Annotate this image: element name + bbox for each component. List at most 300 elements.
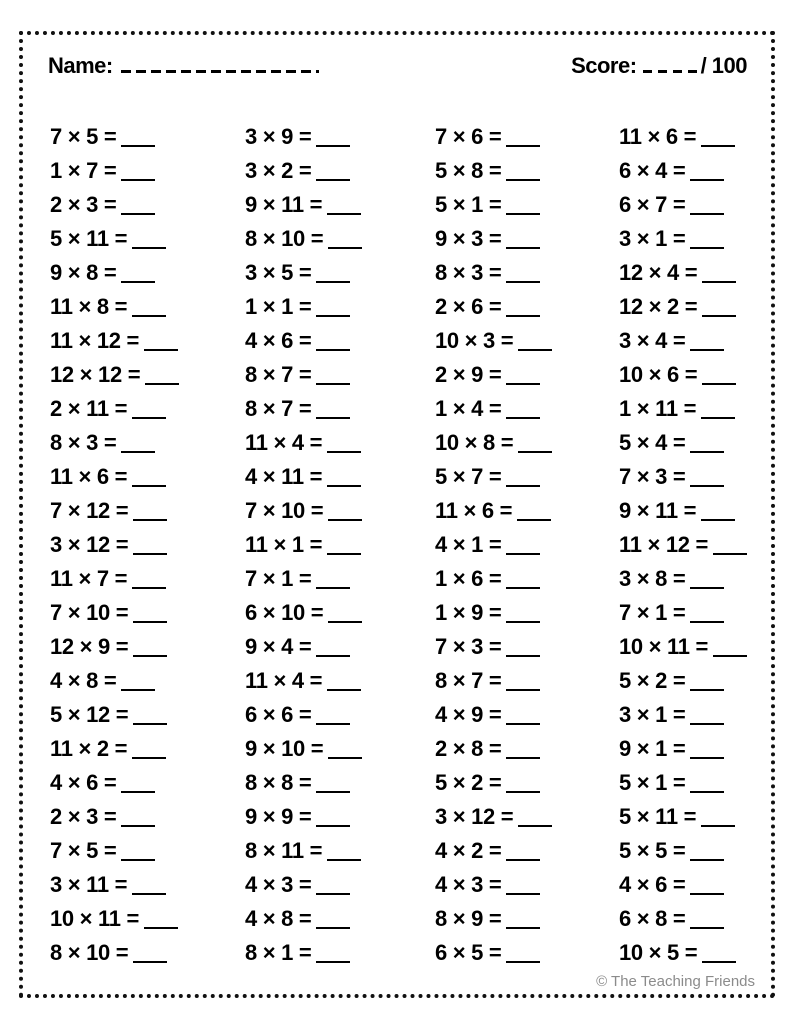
answer-blank[interactable] (327, 553, 361, 555)
problem-text: 11 × 6 = (50, 464, 128, 489)
answer-blank[interactable] (328, 247, 362, 249)
problem-item (435, 936, 625, 970)
problem-text: 6 × 7 = (619, 192, 686, 217)
answer-blank[interactable] (702, 961, 736, 963)
problem-item (435, 392, 625, 426)
problem-item (50, 902, 240, 936)
problem-item (245, 120, 435, 154)
problem-item (619, 732, 794, 766)
problem-text: 11 × 6 = (435, 498, 513, 523)
problem-item (50, 494, 240, 528)
problem-item (435, 324, 625, 358)
answer-blank[interactable] (316, 281, 350, 283)
problem-text: 12 × 4 = (619, 260, 698, 285)
answer-blank[interactable] (690, 757, 724, 759)
problem-text: 5 × 11 = (50, 226, 128, 251)
problem-item (245, 528, 435, 562)
answer-blank[interactable] (506, 689, 540, 691)
problem-column-2 (245, 120, 435, 970)
problem-text: 8 × 7 = (245, 362, 312, 387)
problem-text: 5 × 11 = (619, 804, 697, 829)
answer-blank[interactable] (518, 825, 552, 827)
answer-blank[interactable] (121, 859, 155, 861)
score-field (571, 53, 747, 79)
problem-item (435, 596, 625, 630)
problem-text: 3 × 12 = (50, 532, 129, 557)
answer-blank[interactable] (506, 859, 540, 861)
answer-blank[interactable] (690, 621, 724, 623)
problem-item (245, 766, 435, 800)
problem-text: 3 × 5 = (245, 260, 312, 285)
problem-item (245, 494, 435, 528)
problem-text: 5 × 12 = (50, 702, 129, 727)
problem-item (50, 358, 240, 392)
problem-text: 4 × 3 = (245, 872, 312, 897)
problem-text: 7 × 12 = (50, 498, 129, 523)
problem-item (50, 460, 240, 494)
problem-item (50, 120, 240, 154)
problem-item (619, 188, 794, 222)
problem-item (619, 392, 794, 426)
answer-blank[interactable] (121, 179, 155, 181)
problem-text: 11 × 4 = (245, 430, 323, 455)
answer-blank[interactable] (506, 315, 540, 317)
answer-blank[interactable] (316, 417, 350, 419)
problem-item (245, 698, 435, 732)
problem-text: 3 × 1 = (619, 702, 686, 727)
answer-blank[interactable] (506, 485, 540, 487)
problem-text: 8 × 1 = (245, 940, 312, 965)
answer-blank[interactable] (121, 145, 155, 147)
problem-item (619, 256, 794, 290)
problem-text: 6 × 8 = (619, 906, 686, 931)
problem-item (50, 936, 240, 970)
problem-text: 10 × 5 = (619, 940, 698, 965)
problem-text: 5 × 5 = (619, 838, 686, 863)
problem-item (245, 902, 435, 936)
problem-text: 5 × 1 = (619, 770, 686, 795)
problem-item (245, 664, 435, 698)
problem-text: 8 × 3 = (435, 260, 502, 285)
answer-blank[interactable] (690, 689, 724, 691)
answer-blank[interactable] (328, 621, 362, 623)
answer-blank[interactable] (506, 213, 540, 215)
answer-blank[interactable] (316, 791, 350, 793)
answer-blank[interactable] (328, 757, 362, 759)
answer-blank[interactable] (121, 213, 155, 215)
answer-blank[interactable] (121, 689, 155, 691)
problem-item (50, 596, 240, 630)
problem-text: 11 × 1 = (245, 532, 323, 557)
problem-text: 1 × 9 = (435, 600, 502, 625)
problem-item (50, 222, 240, 256)
answer-blank[interactable] (316, 655, 350, 657)
problem-text: 5 × 2 = (619, 668, 686, 693)
problem-item (435, 188, 625, 222)
problem-item (619, 120, 794, 154)
answer-blank[interactable] (132, 417, 166, 419)
problem-text: 3 × 12 = (435, 804, 514, 829)
problem-text: 9 × 11 = (619, 498, 697, 523)
problem-text: 7 × 3 = (435, 634, 502, 659)
problem-item (619, 766, 794, 800)
answer-blank[interactable] (506, 247, 540, 249)
problem-text: 8 × 8 = (245, 770, 312, 795)
answer-blank[interactable] (133, 621, 167, 623)
answer-blank[interactable] (133, 723, 167, 725)
problem-text: 8 × 11 = (245, 838, 323, 863)
problem-text: 7 × 5 = (50, 124, 117, 149)
problem-item (435, 358, 625, 392)
problem-grid (50, 120, 770, 980)
problem-item (619, 834, 794, 868)
problem-text: 10 × 8 = (435, 430, 514, 455)
answer-blank[interactable] (133, 655, 167, 657)
answer-blank[interactable] (506, 145, 540, 147)
problem-item (435, 460, 625, 494)
problem-text: 5 × 1 = (435, 192, 502, 217)
answer-blank[interactable] (316, 723, 350, 725)
problem-text: 3 × 2 = (245, 158, 312, 183)
problem-text: 3 × 4 = (619, 328, 686, 353)
problem-text: 4 × 11 = (245, 464, 323, 489)
answer-blank[interactable] (132, 757, 166, 759)
answer-blank[interactable] (121, 825, 155, 827)
problem-item (435, 154, 625, 188)
name-label: Name: (48, 53, 113, 78)
answer-blank[interactable] (517, 519, 551, 521)
problem-item (619, 868, 794, 902)
problem-item (50, 868, 240, 902)
problem-text: 2 × 3 = (50, 192, 117, 217)
problem-item (50, 256, 240, 290)
problem-column-4 (619, 120, 794, 970)
answer-blank[interactable] (316, 179, 350, 181)
answer-blank[interactable] (506, 757, 540, 759)
answer-blank[interactable] (690, 179, 724, 181)
answer-blank[interactable] (327, 451, 361, 453)
problem-text: 1 × 11 = (619, 396, 697, 421)
answer-blank[interactable] (702, 383, 736, 385)
answer-blank[interactable] (316, 961, 350, 963)
problem-text: 7 × 1 = (245, 566, 312, 591)
problem-item (619, 222, 794, 256)
problem-text: 11 × 4 = (245, 668, 323, 693)
worksheet-border (19, 31, 775, 998)
answer-blank[interactable] (121, 451, 155, 453)
problem-text: 11 × 6 = (619, 124, 697, 149)
answer-blank[interactable] (702, 281, 736, 283)
answer-blank[interactable] (690, 893, 724, 895)
problem-item (435, 256, 625, 290)
answer-blank[interactable] (506, 587, 540, 589)
answer-blank[interactable] (316, 383, 350, 385)
answer-blank[interactable] (506, 893, 540, 895)
problem-item (245, 426, 435, 460)
answer-blank[interactable] (316, 587, 350, 589)
answer-blank[interactable] (316, 893, 350, 895)
problem-item (50, 834, 240, 868)
problem-item (50, 392, 240, 426)
answer-blank[interactable] (121, 281, 155, 283)
problem-item (619, 596, 794, 630)
answer-blank[interactable] (144, 349, 178, 351)
answer-blank[interactable] (506, 621, 540, 623)
answer-blank[interactable] (316, 315, 350, 317)
answer-blank[interactable] (690, 587, 724, 589)
problem-text: 4 × 8 = (50, 668, 117, 693)
problem-text: 11 × 12 = (619, 532, 709, 557)
problem-text: 1 × 6 = (435, 566, 502, 591)
problem-text: 11 × 7 = (50, 566, 128, 591)
answer-blank[interactable] (701, 519, 735, 521)
problem-item (435, 562, 625, 596)
problem-text: 8 × 3 = (50, 430, 117, 455)
answer-blank[interactable] (316, 145, 350, 147)
problem-text: 10 × 11 = (50, 906, 140, 931)
problem-text: 9 × 4 = (245, 634, 312, 659)
problem-text: 1 × 7 = (50, 158, 117, 183)
answer-blank[interactable] (327, 485, 361, 487)
problem-text: 9 × 1 = (619, 736, 686, 761)
answer-blank[interactable] (506, 961, 540, 963)
answer-blank[interactable] (690, 247, 724, 249)
problem-text: 3 × 9 = (245, 124, 312, 149)
problem-text: 7 × 10 = (245, 498, 324, 523)
problem-item (435, 868, 625, 902)
problem-text: 7 × 3 = (619, 464, 686, 489)
problem-text: 4 × 6 = (50, 770, 117, 795)
problem-item (245, 596, 435, 630)
problem-text: 4 × 6 = (619, 872, 686, 897)
problem-item (50, 528, 240, 562)
answer-blank[interactable] (132, 587, 166, 589)
answer-blank[interactable] (133, 961, 167, 963)
problem-item (435, 698, 625, 732)
score-total: / 100 (700, 53, 747, 78)
problem-text: 6 × 6 = (245, 702, 312, 727)
problem-item (50, 324, 240, 358)
problem-item (619, 358, 794, 392)
problem-item (435, 290, 625, 324)
problem-item (619, 528, 794, 562)
answer-blank[interactable] (506, 281, 540, 283)
problem-text: 7 × 1 = (619, 600, 686, 625)
problem-item (619, 630, 794, 664)
problem-text: 5 × 7 = (435, 464, 502, 489)
problem-text: 7 × 5 = (50, 838, 117, 863)
problem-item (245, 290, 435, 324)
answer-blank[interactable] (701, 145, 735, 147)
problem-item (435, 834, 625, 868)
problem-item (50, 698, 240, 732)
worksheet-header (48, 53, 747, 87)
problem-text: 10 × 3 = (435, 328, 514, 353)
problem-item (619, 800, 794, 834)
problem-text: 5 × 2 = (435, 770, 502, 795)
answer-blank[interactable] (702, 315, 736, 317)
problem-item (435, 528, 625, 562)
answer-blank[interactable] (690, 927, 724, 929)
answer-blank[interactable] (132, 893, 166, 895)
problem-item (435, 732, 625, 766)
problem-text: 1 × 4 = (435, 396, 502, 421)
problem-item (619, 698, 794, 732)
answer-blank[interactable] (506, 179, 540, 181)
problem-item (245, 936, 435, 970)
problem-item (245, 256, 435, 290)
answer-blank[interactable] (506, 791, 540, 793)
problem-text: 2 × 8 = (435, 736, 502, 761)
answer-blank[interactable] (506, 927, 540, 929)
answer-blank[interactable] (327, 859, 361, 861)
answer-blank[interactable] (701, 825, 735, 827)
answer-blank[interactable] (713, 655, 747, 657)
problem-item (435, 766, 625, 800)
problem-text: 2 × 6 = (435, 294, 502, 319)
answer-blank[interactable] (506, 553, 540, 555)
problem-text: 8 × 10 = (50, 940, 129, 965)
answer-blank[interactable] (690, 791, 724, 793)
answer-blank[interactable] (518, 451, 552, 453)
problem-text: 2 × 9 = (435, 362, 502, 387)
problem-item (245, 800, 435, 834)
answer-blank[interactable] (328, 519, 362, 521)
problem-item (50, 732, 240, 766)
name-blank-line[interactable] (121, 67, 319, 73)
problem-item (245, 834, 435, 868)
name-field (48, 53, 319, 79)
problem-text: 3 × 1 = (619, 226, 686, 251)
score-blank-line[interactable] (643, 67, 701, 73)
answer-blank[interactable] (690, 213, 724, 215)
problem-text: 5 × 4 = (619, 430, 686, 455)
problem-item (435, 222, 625, 256)
problem-item (245, 154, 435, 188)
problem-item (50, 800, 240, 834)
problem-item (50, 188, 240, 222)
score-label: Score: (571, 53, 637, 78)
answer-blank[interactable] (506, 417, 540, 419)
problem-text: 4 × 9 = (435, 702, 502, 727)
problem-item (50, 766, 240, 800)
answer-blank[interactable] (133, 519, 167, 521)
problem-item (245, 188, 435, 222)
answer-blank[interactable] (121, 791, 155, 793)
problem-item (50, 290, 240, 324)
problem-item (435, 800, 625, 834)
problem-item (245, 324, 435, 358)
problem-column-3 (435, 120, 625, 970)
problem-text: 11 × 2 = (50, 736, 128, 761)
answer-blank[interactable] (701, 417, 735, 419)
problem-text: 9 × 10 = (245, 736, 324, 761)
problem-item (50, 154, 240, 188)
problem-text: 4 × 2 = (435, 838, 502, 863)
problem-item (619, 494, 794, 528)
problem-item (245, 868, 435, 902)
answer-blank[interactable] (133, 553, 167, 555)
problem-text: 4 × 3 = (435, 872, 502, 897)
answer-blank[interactable] (690, 723, 724, 725)
problem-item (435, 902, 625, 936)
problem-text: 7 × 6 = (435, 124, 502, 149)
problem-item (50, 630, 240, 664)
answer-blank[interactable] (132, 247, 166, 249)
problem-text: 9 × 3 = (435, 226, 502, 251)
problem-text: 5 × 8 = (435, 158, 502, 183)
problem-text: 10 × 6 = (619, 362, 698, 387)
copyright-text: © The Teaching Friends (596, 973, 755, 990)
problem-text: 11 × 12 = (50, 328, 140, 353)
problem-item (619, 460, 794, 494)
answer-blank[interactable] (132, 315, 166, 317)
problem-item (50, 664, 240, 698)
problem-item (245, 732, 435, 766)
answer-blank[interactable] (327, 213, 361, 215)
problem-text: 4 × 8 = (245, 906, 312, 931)
problem-item (435, 630, 625, 664)
problem-text: 3 × 11 = (50, 872, 128, 897)
answer-blank[interactable] (132, 485, 166, 487)
answer-blank[interactable] (316, 825, 350, 827)
problem-text: 7 × 10 = (50, 600, 129, 625)
answer-blank[interactable] (316, 349, 350, 351)
answer-blank[interactable] (690, 485, 724, 487)
problem-text: 8 × 9 = (435, 906, 502, 931)
problem-item (50, 426, 240, 460)
problem-text: 3 × 8 = (619, 566, 686, 591)
problem-text: 6 × 10 = (245, 600, 324, 625)
problem-item (435, 426, 625, 460)
answer-blank[interactable] (713, 553, 747, 555)
problem-item (245, 460, 435, 494)
problem-item (619, 664, 794, 698)
problem-item (619, 324, 794, 358)
problem-item (245, 630, 435, 664)
answer-blank[interactable] (145, 383, 179, 385)
problem-text: 6 × 5 = (435, 940, 502, 965)
problem-text: 8 × 7 = (435, 668, 502, 693)
problem-item (619, 290, 794, 324)
problem-text: 4 × 1 = (435, 532, 502, 557)
problem-text: 12 × 12 = (50, 362, 141, 387)
problem-text: 1 × 1 = (245, 294, 312, 319)
problem-item (435, 494, 625, 528)
problem-item (619, 902, 794, 936)
answer-blank[interactable] (506, 383, 540, 385)
answer-blank[interactable] (144, 927, 178, 929)
problem-item (619, 562, 794, 596)
answer-blank[interactable] (690, 349, 724, 351)
problem-text: 4 × 6 = (245, 328, 312, 353)
answer-blank[interactable] (690, 859, 724, 861)
problem-item (619, 154, 794, 188)
problem-text: 2 × 3 = (50, 804, 117, 829)
problem-text: 8 × 10 = (245, 226, 324, 251)
problem-text: 10 × 11 = (619, 634, 709, 659)
problem-item (245, 392, 435, 426)
problem-item (619, 426, 794, 460)
answer-blank[interactable] (506, 655, 540, 657)
answer-blank[interactable] (327, 689, 361, 691)
answer-blank[interactable] (518, 349, 552, 351)
answer-blank[interactable] (506, 723, 540, 725)
answer-blank[interactable] (316, 927, 350, 929)
problem-text: 11 × 8 = (50, 294, 128, 319)
answer-blank[interactable] (690, 451, 724, 453)
problem-text: 2 × 11 = (50, 396, 128, 421)
